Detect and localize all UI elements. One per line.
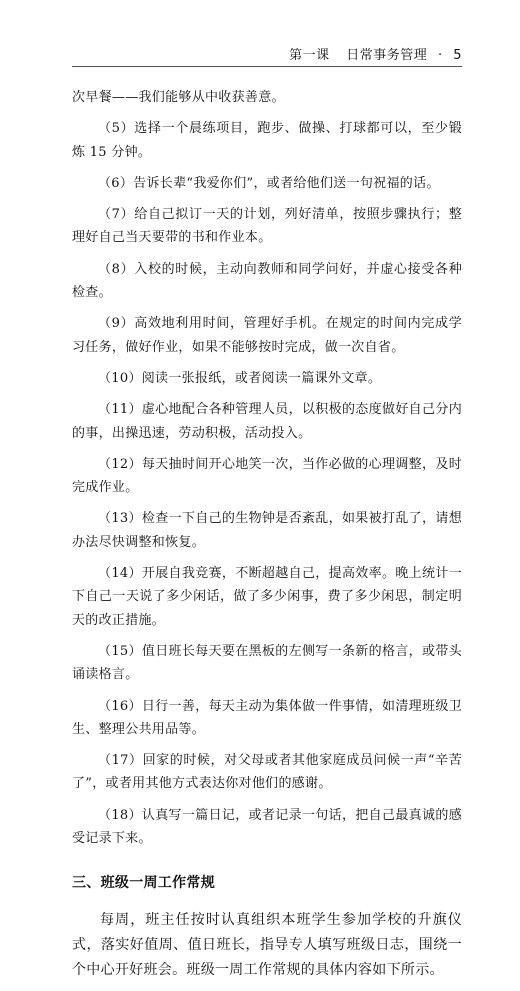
list-item: （16）日行一善，每天主动为集体做一件事情，如清理班级卫生、整理公共用品等。 (72, 698, 462, 737)
list-item: （6）告诉长辈“我爱你们”，或者给他们送一句祝福的话。 (98, 175, 440, 191)
section-paragraph: 每周，班主任按时认真组织本班学生参加学校的升旗仪式，落实好值周、值日班长，指导专人填写班级日志，围绕一个中心开好班会。班级一周工作常规的具体内容如下所示。 (72, 911, 462, 978)
page-number: 5 (453, 48, 462, 63)
list-item: （15）值日班长每天要在黑板的左侧写一条新的格言，或带头诵读格言。 (72, 643, 462, 683)
chapter-title: 日常事务管理 (346, 48, 428, 63)
list-item: （12）每天抽时间开心地笑一次，当作必做的心理调整，及时完成作业。 (72, 456, 462, 496)
list-item: （9）高效地利用时间，管理好手机。在规定的时间内完成学习任务，做好作业，如果不能够按时完成，做一次自省。 (72, 316, 462, 355)
list-item: （7）给自己拟订一天的计划，列好清单，按照步骤执行；整理好自己当天要带的书和作业本。 (72, 207, 462, 246)
header-dot: · (437, 48, 443, 63)
list-item: （18）认真写一篇日记，或者记录一句话，把自己最真诚的感受记录下来。 (72, 807, 462, 847)
running-header (289, 44, 462, 63)
section-heading: 三、班级一周工作常规 (72, 875, 215, 892)
list-item: （8）入校的时候，主动向教师和同学问好，并虚心接受各种检查。 (72, 261, 462, 301)
list-item: （17）回家的时候，对父母或者其他家庭成员问候一声“辛苦了”，或者用其他方式表达你对他们的感谢。 (72, 753, 462, 792)
chapter-label: 第一课 (289, 48, 330, 63)
list-item: （13）检查一下自己的生物钟是否紊乱，如果被打乱了，请想办法尽快调整和恢复。 (72, 511, 462, 550)
list-item: （14）开展自我竞赛，不断超越自己，提高效率。晚上统计一下自己一天说了多少闲话，做了多少闲事，费了多少闲思，制定明天的改正措施。 (72, 566, 462, 628)
continuation-text: 次早餐——我们能够从中收获善意。 (72, 90, 285, 105)
page-content (72, 86, 462, 991)
list-item: （5）选择一个晨练项目，跑步、做操、打球都可以，至少锻炼 15 分钟。 (72, 121, 462, 160)
list-item: （10）阅读一张报纸，或者阅读一篇课外文章。 (98, 370, 382, 386)
header-rule (72, 66, 462, 67)
list-item: （11）虚心地配合各种管理人员，以积极的态度做好自己分内的事，出操迅速，劳动积极，活动投入。 (72, 402, 462, 441)
